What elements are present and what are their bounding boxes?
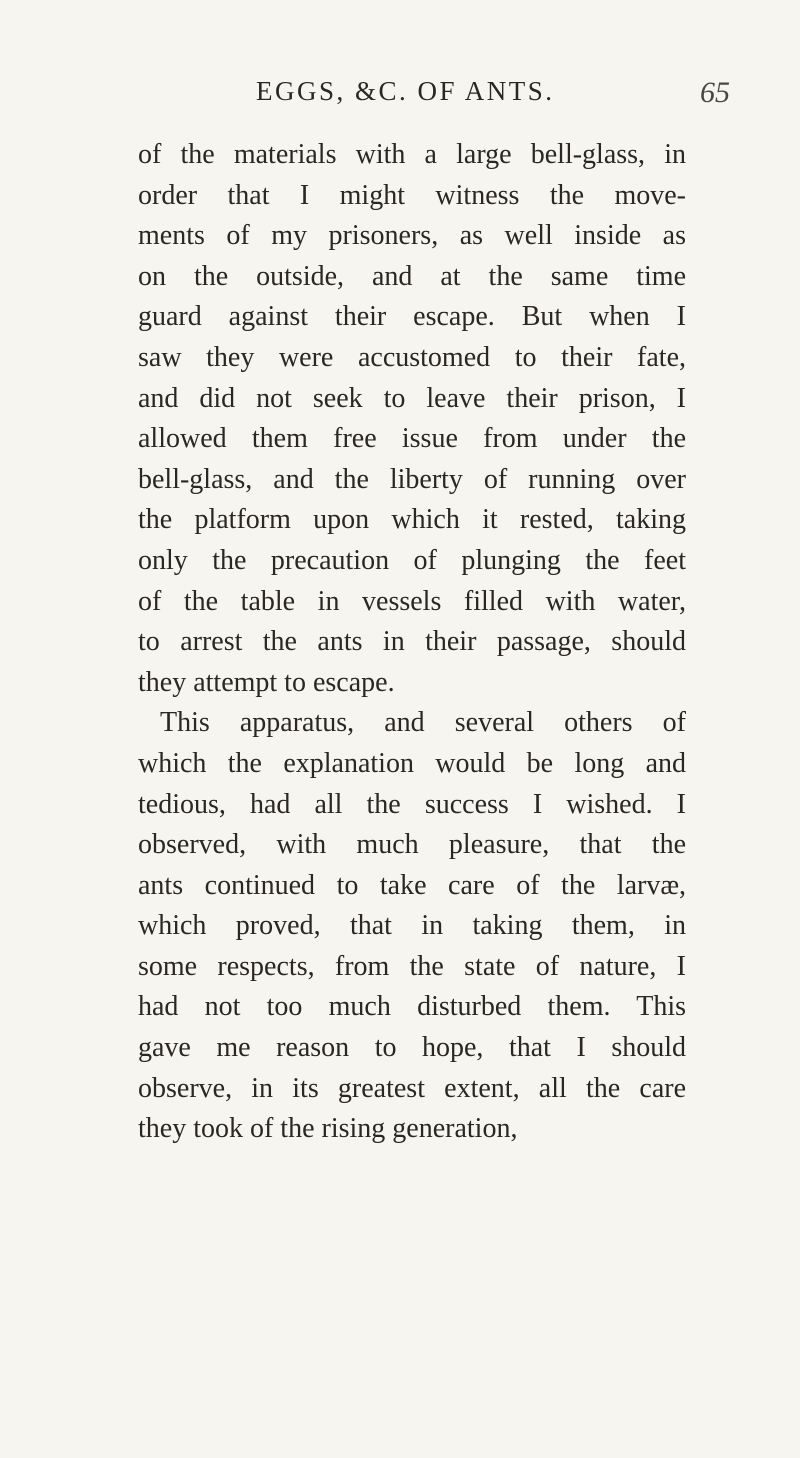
text-line: order that I might witness the move-	[138, 179, 686, 211]
text-line: observe, in its greatest extent, all the care	[138, 1072, 686, 1104]
paragraph-last-line: they attempt to escape.	[138, 666, 395, 698]
text-line: saw they were accustomed to their fate,	[138, 341, 686, 373]
text-line: guard against their escape. But when I	[138, 301, 686, 333]
paragraph-first-line: This apparatus, and several others of	[160, 707, 686, 739]
text-line: ants continued to take care of the larvæ,	[138, 869, 686, 901]
text-line: which proved, that in taking them, in	[138, 910, 686, 942]
text-line: to arrest the ants in their passage, should	[138, 626, 686, 658]
text-line: of the table in vessels filled with water,	[138, 585, 686, 617]
text-line: which the explanation would be long and	[138, 747, 686, 779]
running-title: EGGS, &C. OF ANTS.	[256, 76, 555, 106]
text-line: bell-glass, and the liberty of running over	[138, 463, 686, 495]
text-line: of the materials with a large bell-glass, in	[138, 139, 686, 170]
text-line: only the precaution of plunging the feet	[138, 544, 686, 576]
running-head	[250, 76, 730, 116]
text-line: tedious, had all the success I wished. I	[138, 788, 686, 820]
page-number: 65	[700, 76, 730, 109]
text-line: and did not seek to leave their prison, I	[138, 382, 686, 414]
text-line: they took of the rising generation,	[138, 1113, 518, 1145]
text-line: the platform upon which it rested, taking	[138, 504, 686, 536]
text-line: had not too much disturbed them. This	[138, 991, 686, 1023]
body-text	[138, 135, 686, 1150]
text-line: ments of my prisoners, as well inside as	[138, 220, 686, 252]
text-line: allowed them free issue from under the	[138, 423, 686, 455]
text-line: some respects, from the state of nature, I	[138, 950, 686, 982]
text-line: observed, with much pleasure, that the	[138, 829, 686, 861]
text-line: gave me reason to hope, that I should	[138, 1032, 686, 1064]
text-line: on the outside, and at the same time	[138, 260, 686, 292]
